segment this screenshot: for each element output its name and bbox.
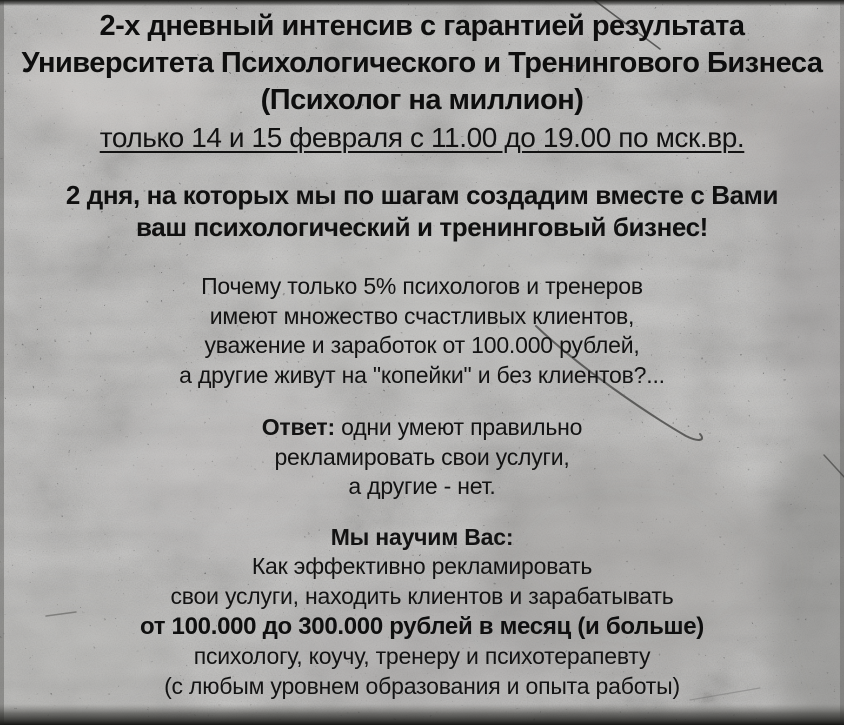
answer-block	[0, 413, 844, 502]
answer-line-2: рекламировать свои услуги,	[274, 443, 570, 470]
bottom-dark-edge	[0, 704, 844, 725]
benefits-line-1: Как эффективно рекламировать	[251, 553, 593, 579]
problem-line-4: а другие живут на "копейки" и без клиентов?...	[179, 361, 665, 388]
problem-line-3: уважение и заработок от 100.000 рублей,	[204, 332, 640, 358]
problem-line-2: имеют множество счастливых клиентов,	[209, 302, 635, 329]
benefits-block	[0, 523, 844, 702]
headline-block	[0, 8, 844, 156]
answer-label-rest: одни умеют правильно	[341, 414, 583, 440]
subheadline-block	[0, 179, 844, 243]
headline-line-3: (Психолог на миллион)	[260, 84, 584, 116]
problem-question-block	[0, 272, 844, 390]
answer-label: Ответ:	[261, 414, 335, 440]
answer-line-1	[0, 413, 844, 443]
answer-line-3: а другие - нет.	[348, 473, 496, 499]
dates-highlight: только 14 и 15 февраля с 11.00 до 19.00 по мск.вр.	[99, 122, 745, 153]
benefits-heading: Мы научим Вас:	[330, 523, 514, 550]
subheadline-line-1: 2 дня, на которых мы по шагам создадим вместе с Вами	[65, 180, 779, 210]
benefits-line-3: психологу, коучу, тренеру и психотерапевту	[193, 643, 651, 669]
benefits-line-2: свои услуги, находить клиентов и зарабатывать	[170, 582, 674, 609]
problem-line-1: Почему только 5% психологов и тренеров	[201, 273, 643, 299]
income-highlight: от 100.000 до 300.000 рублей в месяц (и больше)	[139, 613, 705, 640]
headline-line-2: Университета Психологического и Тренингового Бизнеса	[21, 47, 823, 79]
headline-line-1: 2-х дневный интенсив с гарантией результата	[99, 10, 745, 42]
benefits-line-4: (с любым уровнем образования и опыта работы)	[164, 672, 680, 699]
subheadline-line-2: ваш психологический и тренинговый бизнес!	[136, 212, 708, 242]
